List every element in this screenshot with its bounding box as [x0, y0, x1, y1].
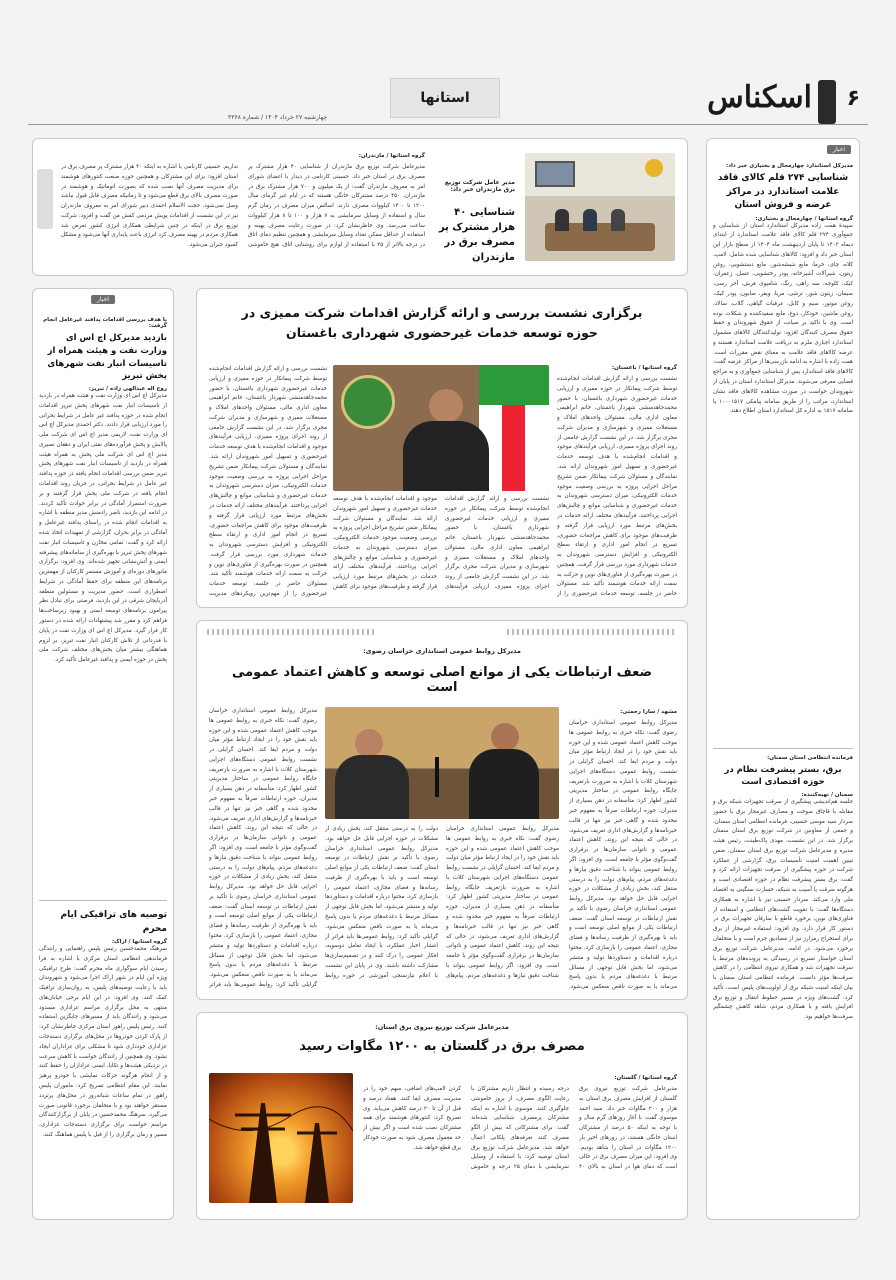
baghestan-byline: گروه استانها / باغستان:: [611, 365, 677, 371]
sidebar-sub-byline: سمنان / تهیه‌کننده:: [801, 792, 853, 798]
story-mazandaran: [32, 138, 688, 276]
story-golestan: [196, 1012, 688, 1220]
right-sidebar: [706, 138, 860, 1220]
mazandaran-byline: گروه استانها / مازندران:: [358, 153, 425, 159]
dotted-rule-right: [507, 629, 677, 635]
photo-person-1: [555, 209, 569, 231]
mazandaran-side-label: [37, 169, 53, 229]
sidebar-body: سپیدهٔ همت زاده مدیرکل استاندارد استان از شناسایی و جمع‌آوری ۲۷۴ قلم کالای فاقد علامت استاندارد از ابتدای دیماه ۱۴۰۳ تا پایان اردیبهشت ماه ۱۴۰۴ از سطح بازار این استان خبر داد و افزود: کالاهای شناسایی شده شامل: لامپ، کلاه، چای، خرما، مایع شیشه‌شور، مایع دستشویی، روغن زیتون، شیرآلات آشپزخانه، پودر رختشویی، عسل، زعفران، کیک، کلوچه، سه راهی، رنگ، شامپوی فرش، آجر رسی، سیمان، زیتون شور، ترشی، مربا، ویفر، صابون، پودر کیک، روغن موتور، سیم و کابل، عرقیات گیاهی، گلاب، سالاد، روغن ماشین، خودکار، دوغ، مایع سفیدکننده و شکلات بوده است. وی با تاکید بر صیانت از حقوق شهروندان و حفظ حقوق مصرف کنندگان افزود: تولیدکنندگان کالاهای مشمول استاندارد اجباری ملزم به دریافت علامت استاندارد هستند و عرضه کالاهای فاقد علامت به معنای نقض مقررات است. همت زاده با اشاره به ادامه بازرسی‌ها از مراکز عرضه گفت: کالاهای فاقد استاندارد پس از شناسایی جمع‌آوری و به مراجع قضایی معرفی می‌شوند. مدیرکل استاندارد استان در پایان از شهروندان خواست در صورت مشاهده کالاهای فاقد نشان استاندارد، مراتب را از طریق سامانه پیامکی ۱۰۰۰۱۵۱۷ یا سامانه ۱۵۱۷ به اداره کل استاندارد استان اطلاع دهند.: [713, 222, 853, 415]
left-sidebar-byline: روح اله عبدالهی زاده / تبریز:: [88, 386, 167, 392]
logo-side-strip: [818, 80, 836, 124]
golestan-kicker: مدیرعامل شرکت توزیع نیروی برق استان:: [375, 1023, 509, 1031]
sidebar-tag: اخبار: [827, 145, 851, 154]
left-sidebar-divider: [39, 900, 167, 901]
left-sidebar: [32, 288, 174, 1220]
official-suit-2: [469, 749, 539, 819]
municipality-emblem: [341, 375, 395, 429]
left-sidebar-tag: اخبار: [91, 295, 115, 304]
sidebar-sub-kicker: فرمانده انتظامی استان سمنان:: [767, 754, 853, 761]
masthead-rule: [28, 124, 868, 125]
khorasan-headline: ضعف ارتباطات یکی از موانع اصلی توسعه و کاهش اعتماد عمومی است: [231, 665, 653, 695]
speaker-face: [355, 729, 383, 757]
left-sidebar-kicker: با هدف بررسی اقدامات پدافند غیرعامل انجام گرفت:: [43, 317, 167, 329]
section-label: استانها: [390, 78, 500, 118]
khorasan-text-left: مدیرکل روابط عمومی استانداری خراسان رضوی گفت: نکاه خبری به روابط عمومی ها موجب کاهش اعتماد عمومی شده و این حوزه باید نقش خود را در ایجاد ارتباط مؤثر میان دولت و مردم ایفا کند. احسان گرایلی در نشست روابط عمومی دستگاه‌های اجرایی شهرستان کلات با اشاره به ضرورت بازتعریف جایگاه روابط عمومی در ساختار مدیریتی کشور اظهار کرد: متأسفانه در ذهن بسیاری از مدیران، حوزه ارتباطات صرفاً به مفهوم خبر مخدود شده و گاهی خبر نیز تنها در قالب خبرنامه‌ها و گزارش‌های اداری تعریف می‌شود، در حالی که نتیجه این روند، کاهش اعتماد عمومی و ناتوانی سازمان‌ها در برقراری گفت‌وگوی مؤثر با جامعه است. وی افزود: اگر روابط عمومی بتواند با شناخت دقیق نیازها و دغدغه‌های مردم، پیام‌های دولت را به درستی منتقل کند، بخش زیادی از مشکلات در حوزه اجرایی قابل حل خواهد بود. مدیرکل روابط عمومی استانداری خراسان رضوی با تأکید بر نقش ارتباطات در توسعه استان گفت: ضعف ارتباطات یکی از موانع اصلی توسعه است و باید با بهره‌گیری از ظرفیت رسانه‌ها و فضای مجازی، اعتماد عمومی را بازسازی کرد. محتوا درباره اقدامات و دستاوردها تولید و منتشر می‌شود، اما بخش قابل توجهی از مسائل مرتبط با دغدغه‌های مردم یا بدون پاسخ می‌ماند یا به صورت ناقص منعکس می‌شود. گرایلی تأکید کرد: روابط عمومی‌ها باید فراتر: [209, 708, 317, 988]
khorasan-body-bottom: [325, 825, 559, 991]
baghestan-text-left: نشست بررسی و ارائه گزارش اقدامات انجام‌شده توسط شرکت پیمانکار در حوزه ممیزی و ارزیابی خدمات غیرحضوری شهرداری باغستان، با حضور محمدجاهدمنشی شهردار باغستان، خانم ابراهیمی معاون اداری مالی، مسئولان واحدهای املاک و مستغلات ممیزی و شهرسازی و مدیران شرکت مجری برگزار شد. در این نشست گزارش جامعی از روند اجرای پروژه ممیزی، ارزیابی فرآیندهای موجود و اقدامات انجام‌شده با هدف توسعه خدمات غیرحضوری و تسهیل امور شهروندان ارائه شد. نمایندگان و مسئولان شرکت پیمانکار ضمن تشریح مراحل اجرایی پروژه به بررسی وضعیت موجود خدمات الکترونیکی، میزان دسترسی شهروندان به خدمات غیرحضوری و شناسایی موانع و چالش‌های اجرایی پرداختند. فرآیندهای مختلف ارائه خدمات در بخش‌های مرتبط مورد ارزیابی قرار گرفته و ظرفیت‌های موجود برای کاهش مراجعات حضوری، تسریع در انجام امور اداری و ارتقاء سطح الکترونیکی و افزایش دسترسی شهروندان به خدمات شهرداری مورد بررسی قرار گرفت. همچنین در صورت بهره‌گیری از فناوری‌های نوین و حرکت به سمت ارائه خدمات هوشمند تأکید شد. مسئولان حاضر در جلسه، توسعه خدمات غیرحضوری را از مهم‌ترین رویکردهای مدیریت: [209, 366, 327, 597]
khorasan-text-bottom: مدیرکل روابط عمومی استانداری خراسان رضوی گفت: نکاه خبری به روابط عمومی ها موجب کاهش اعتماد عمومی شده و این حوزه باید نقش خود را در ایجاد ارتباط مؤثر میان دولت و مردم ایفا کند. احسان گرایلی در نشست روابط عمومی دستگاه‌های اجرایی شهرستان کلات با اشاره به ضرورت بازتعریف جایگاه روابط عمومی در ساختار مدیریتی کشور اظهار کرد: متأسفانه در ذهن بسیاری از مدیران، حوزه ارتباطات صرفاً به مفهوم خبر مخدود شده و گاهی خبر نیز تنها در قالب خبرنامه‌ها و گزارش‌های اداری تعریف می‌شود، در حالی که نتیجه این روند، کاهش اعتماد عمومی و ناتوانی سازمان‌ها در برقراری گفت‌وگوی مؤثر با جامعه است. وی افزود: اگر روابط عمومی بتواند با شناخت دقیق نیازها و دغدغه‌های مردم، پیام‌های دولت را به درستی منتقل کند، بخش زیادی از مشکلات در حوزه اجرایی قابل حل خواهد بود. مدیرکل روابط عمومی استانداری خراسان رضوی با تأکید بر نقش ارتباطات در توسعه استان گفت: ضعف ارتباطات یکی از موانع اصلی توسعه است و باید با بهره‌گیری از ظرفیت رسانه‌ها و فضای مجازی، اعتماد عمومی را بازسازی کرد. محتوا درباره اقدامات و دستاوردها تولید و منتشر می‌شود، اما بخش قابل توجهی از مسائل مرتبط با دغدغه‌های مردم یا بدون پاسخ می‌ماند یا به صورت ناقص منعکس می‌شود. گرایلی تأکید کرد: روابط عمومی‌ها باید فراتر از انتشار اخبار عملکرد، با ایجاد تعامل دوسویه، افکار عمومی را درک کنند و در تصمیم‌سازی‌ها مشارکت داشته باشند. وی در پایان این نشست با اعلام نیازسنجی آموزشی در حوزه روابط: [325, 826, 559, 979]
page-number: ۶: [846, 86, 860, 111]
photo-emblem: [645, 159, 663, 177]
khorasan-body-left: [209, 707, 317, 991]
sidebar-sub-headline: برق، بستر پیشرفت نظام در حوزه اقتصادی است: [724, 764, 842, 788]
baghestan-body-right: [557, 375, 677, 597]
sidebar-byline: گروه استانها / چهارمحال و بختیاری:: [755, 215, 853, 222]
power-tower-photo: [209, 1073, 353, 1203]
golestan-byline: گروه استانها / گلستان:: [614, 1075, 677, 1081]
masthead: [28, 76, 868, 132]
baghestan-text-bottom: نشست بررسی و ارائه گزارش اقدامات انجام‌شده توسط شرکت پیمانکار در حوزه ممیزی و ارزیابی خدمات غیرحضوری شهرداری باغستان، با حضور محمدجاهدمنشی شهردار باغستان، خانم ابراهیمی معاون اداری مالی، مسئولان واحدهای املاک و مستغلات ممیزی و شهرسازی و مدیران شرکت مجری برگزار شد. در این نشست گزارش جامعی از روند اجرای پروژه ممیزی، ارزیابی فرآیندهای موجود و اقدامات انجام‌شده با هدف توسعه خدمات غیرحضوری و تسهیل امور شهروندان ارائه شد. نمایندگان و مسئولان شرکت پیمانکار ضمن تشریح مراحل اجرایی پروژه به بررسی وضعیت موجود خدمات الکترونیکی، میزان دسترسی شهروندان به خدمات غیرحضوری و شناسایی موانع و چالش‌های اجرایی پرداختند. فرآیندهای مختلف ارائه خدمات در بخش‌های مرتبط مورد ارزیابی قرار گرفته و ظرفیت‌های موجود برای کاهش: [333, 496, 549, 591]
khorasan-byline: مشهد / سارا رحمتی:: [620, 709, 677, 715]
mazandaran-body: مدیرعامل شرکت توزیع برق مازندران از شناسایی ۴۰ هزار مشترک پر مصرف برق در استان خبر داد. حسینی کارنامی در دیدار با اعضای شورای امر به معروف مازندران گفت: از یک میلیون و ۷۰۰ هزار مشترک برق در مازندران، ۴۵۰ درصد مشترکان خانگی هستند که در ایام غیر گرمای سال ۱۲۰۰ تا ۱۴۰۰ کیلووات مصرف دارند. اسالس میزان مصرف در زمان گرم سال و استفاده از وسایل سرمایشی به ۷ هزار و ۱۰۰ تا ۸ هزار کیلووات ساعت می‌رسد. وی خاطرنشان کرد: در صورت رعایت مصرف بهینه و استفاده از حداقل ممکن تعداد وسایل سرمایشی و همچنین تنظیم دمای اتاق در درجه بالاتر از ۲۵ با استفاده از لوازم برای روشنایی اتاق، هیچ خاموشی نداریم. حسینی کارنامی با اشاره به اینکه ۴۰ هزار مشترک پر مصرف برق در استان افزود: برای این مشترکان و همچنین حوزه صنعت کنتورهای هوشمند برای مدیریت مصرف آنها نصب شده که بصورت اتوماتیک و هوشمند در صورت مصرف بالای برق قطع می‌شود و تا زمانیکه مصرف قابل قبول نباشد وصل نمی‌شود. حجت الاسلام احمدی دبیر شورای امر به معروف مازندران نیز در این نشست از اقدامات پویش مردمی کفش من گفت و افزود: شرکت توزیع برق در اینکه در چنین شرایطی همکاری انرژی کشور تعرض شد همکاری مردم در بهینه مصرف کرد انرژی باعث پایداری آنها می‌شود و مشکل کمبود جبران می‌شود.: [61, 164, 425, 249]
left-sidebar-body: مدیرکل اچ اس ای وزارت نفت و هیئت همراه در بازدید از تاسیسات انبار نفت شهرهای پخش تبریز اقدامات انجام شده در حوزه پدافند غیر عامل در شرایط بحرانی را مورد ارزیابی قرار دادند. دکتر احمدی مدیرکل اچ اس ای وزارت نفت، لاریمی مدیر اچ اس ای شرکت ملی پالایش و پخش فرآورده‌های نفتی ایران و دهقان نصیری مدیر اچ اس ای شرکت ملی پخش به همراه هیئت همراه در بازدید از تاسیسات انبار نفت شهرهای پخش تبریز ضمن بررسی اقدامات انجام یافته در حوزه پدافند غیر عامل در شرایط بحرانی، در جریان روند اقدامات انجام یافته در شرکت ملی پخش قرار گرفتند و بر ضرورت استمرار آمادگی در برابر حوادث تأکید کردند. در ادامه این بازدید، ناصر رادمنش مدیر منطقه با اشاره به اقدامات انجام شده در راستای پدافند غیرعامل و آمادگی در برابر بحران، گزارشی از تمهیدات اتخاذ شده ارائه کرد و گفت: تمامی مخازن و تاسیسات انبار نفت شهرهای پخش تبریز با بهره‌گیری از سامانه‌های پیشرفته ایمنی و آتش‌نشانی تجهیز شده‌اند. وی افزود: برگزاری مانورهای دوره‌ای و آموزش مستمر کارکنان از مهمترین برنامه‌های این منطقه برای حفظ آمادگی در شرایط اضطراری است. حضور مدیریت و مسئولین منطقه آذربایجان شرقی در این بازدید، فرصتی برای تبادل نظر پیرامون برنامه‌های توسعه ایمنی و بهبود زیرساخت‌ها فراهم کرد و مقرر شد پیشنهادات ارائه شده در دستور کار قرار گیرد. مدیرکل اچ اس ای وزارت نفت در پایان با قدردانی از تلاش کارکنان انبار نفت تبریز، بر لزوم هماهنگی بیشتر میان بخش‌های مختلف شرکت ملی پخش در حوزه ایمنی و پدافند غیرعامل تأکید کرد.: [39, 393, 167, 664]
press-photo: [325, 707, 559, 819]
mazandaran-headline: شناسایی ۴۰ هزار مشترک پر مصرف برق در مازندران: [438, 207, 515, 263]
sidebar-divider: [713, 748, 853, 749]
baghestan-body-left: [209, 365, 327, 597]
golestan-body: مدیرعامل شرکت توزیع نیروی برق گلستان از افزایش مصرف برق استان به هزار و ۲۰۰ مگاوات خبر داد. سید احمد موسوی گفت: با آغاز روزهای گرم سال و با توجه به اینکه ۵۰ درصد از مشترکان استان خانگی هستند، در روزهای اخیر بار ۱۲۰۰ مگاوات در استان را شاهد بودیم. وی افزود: این میزان مصرف برق در حالی است که دمای هوا در استان به بالای ۴۰ درجه رسیده و انتظار داریم مشترکان با رعایت الگوی مصرف، از بروز خاموشی جلوگیری کنند. موسوی با اشاره به اینکه مشترکان پرمصرف شناسایی شده‌اند گفت: برای مشترکانی که بیش از الگو مصرف کنند تعرفه‌های پلکانی اعمال خواهد شد. مدیرعامل شرکت توزیع برق استان توصیه کرد: با استفاده از وسایل سرمایشی با دمای ۲۵ درجه و خاموش کردن لامپ‌های اضافی، سهم خود را در مدیریت مصرف ایفا کنند. هفتاد درصد و قبل از آن تا ۲۰ درصد کاهش می‌یابد. وی تصریح کرد: کنتورهای هوشمند برای همه مشترکان نصب شده است و اگر بیش از حد معمول مصرف شود به صورت خودکار برق قطع خواهد شد.: [363, 1086, 677, 1171]
baghestan-headline: برگزاری نشست بررسی و ارائه گزارش اقدامات شرکت ممیزی در حوزه توسعه خدمات غیرحضوری شهرداری باغستان: [241, 305, 643, 340]
dotted-rule-left: [207, 629, 377, 635]
flag-green: [479, 365, 549, 405]
left-sidebar-sub-body: سرهنگ محمدحسین رئیس پلیس راهنمایی و رانندگی فرماندهی انتظامی استان مرکزی با اشاره به فرا رسیدن ایام سوگواری ماه محرم گفت: طرح ترافیکی ویژه این ایام در شهر اراک اجرا می‌شود و شهروندان باید با رعایت توصیه‌های پلیس، به روان‌سازی ترافیک کمک کنند. وی افزود: در این ایام برخی خیابان‌های منتهی به محل برگزاری مراسم عزاداری مسدود می‌شود و رانندگان باید از مسیرهای جایگزین استفاده کنند. رئیس پلیس راهور استان مرکزی خاطرنشان کرد: از پارک کردن خودروها در محل‌های برگزاری دسته‌جات عزاداری خودداری شود تا مشکلی برای عزاداران ایجاد نشود. وی همچنین از رانندگان خواست با کاهش سرعت در نزدیکی هیئت‌ها و تکایا، ایمنی عزاداران را حفظ کنند و از انجام هرگونه حرکات نمایشی با خودرو پرهیز نمایند. این مقام انتظامی تصریح کرد: ماموران پلیس راهور در تمام ساعات شبانه‌روز در محل‌های پرتردد مستقر خواهند بود و با متخلفان برخورد قانونی صورت می‌گیرد. سرهنگ محمدحسین در پایان از برگزارکنندگان مراسم خواست برای برگزاری دسته‌جات عزاداری، مسیر و زمان برگزاری را از قبل با پلیس هماهنگ کنند.: [39, 946, 167, 1138]
photo-screen: [535, 161, 575, 187]
story-baghestan: [196, 288, 688, 608]
meeting-photo: [525, 153, 675, 261]
khorasan-body-right: [569, 719, 677, 991]
sidebar-kicker: مدیرکل استاندارد چهارمحال و بختیاری خبر داد:: [726, 163, 853, 169]
left-sidebar-sub-byline: گروه استانها / اراک:: [111, 939, 167, 945]
sidebar-headline: شناسایی ۲۷۴ قلم کالای فاقد علامت استاندارد در مراکز عرضه و فروش استان: [717, 173, 849, 210]
official-face-2: [491, 723, 519, 751]
issue-date: چهارشنبه ۲۷ خرداد ۱۴۰۴ / شماره ۳۳۶۸: [228, 114, 328, 121]
photo-person-2: [583, 209, 597, 231]
tower-silhouette: [209, 1073, 353, 1203]
story-khorasan: [196, 620, 688, 1000]
khorasan-kicker: مدیرکل روابط عمومی استانداری خراسان رضوی:: [363, 647, 521, 655]
sidebar-sub-body: جلسه هم‌اندیشی پیشگیری از سرقت تجهیزات شبکه برق و مقابله با قاچاق سوخت و مصارف غیرمجاز برق با حضور سردار سید موسی حسینی، فرمانده انتظامی استان سمنان، و جمعی از معاونین در شرکت توزیع برق استان سمنان برگزار شد. در این نشست، مهدی پاک‌طینت، رئیس هیئت مدیره و مدیرعامل شرکت توزیع برق استان سمنان، ضمن تبیین اهمیت امنیت تأسیسات برق، گزارشی از عملکرد شرکت در حوزه پیشگیری از سرقت تجهیزات ارائه کرد و گفت: برق بستر پیشرفت نظام در حوزه اقتصادی است و هرگونه سرقت یا آسیب به شبکه، خسارت سنگینی به اقتصاد ملی وارد می‌کند. سردار حسینی نیز با اشاره به همکاری دستگاه‌ها گفت: با تقویت گشت‌های انتظامی و استفاده از فناوری‌های نوین، برخورد قاطع با سارقان تجهیزات برق در دستور کار قرار دارد. وی افزود: استفاده غیرمجاز از برق برای استخراج رمزارز نیز از مصادیق جرم است و با متخلفان برخورد می‌شود. در ادامه، مدیرعامل شرکت توزیع برق استان خواستار تسریع در رسیدگی به پرونده‌های مرتبط با سرقت تجهیزات شد و همکاری نیروی انتظامی را در کاهش سرقت‌ها مؤثر دانست. فرمانده انتظامی استان سمنان با بیان اینکه امنیت شبکه برق از اولویت‌های پلیس است، تأکید کرد: گشت‌های ویژه در مسیر خطوط انتقال و توزیع برق افزایش یافته و با همکاری مردم، شاهد کاهش چشمگیر سرقت‌ها خواهیم بود.: [713, 799, 853, 1021]
photo-person-3: [611, 209, 625, 231]
baghestan-body-bottom: [333, 495, 549, 597]
official-face: [429, 389, 463, 423]
golestan-headline: مصرف برق در گلستان به ۱۲۰۰ مگاوات رسید: [299, 1039, 585, 1054]
official-photo: [333, 365, 549, 491]
logo: اسکناس: [707, 80, 812, 115]
speaker-suit: [335, 755, 409, 819]
left-sidebar-headline: بازدید مدیرکل اچ اس ای وزارت نفت و هیئت همراه از تاسیسات انبار نفت شهرهای پخش تبریز: [47, 333, 167, 382]
khorasan-text-right: مدیرکل روابط عمومی استانداری خراسان رضوی گفت: نکاه خبری به روابط عمومی ها موجب کاهش اعتماد عمومی شده و این حوزه باید نقش خود را در ایجاد ارتباط مؤثر میان دولت و مردم ایفا کند. احسان گرایلی در نشست روابط عمومی دستگاه‌های اجرایی شهرستان کلات با اشاره به ضرورت بازتعریف جایگاه روابط عمومی در ساختار مدیریتی کشور اظهار کرد: متأسفانه در ذهن بسیاری از مدیران، حوزه ارتباطات صرفاً به مفهوم خبر مخدود شده و گاهی خبر نیز تنها در قالب خبرنامه‌ها و گزارش‌های اداری تعریف می‌شود، در حالی که نتیجه این روند، کاهش اعتماد عمومی و ناتوانی سازمان‌ها در برقراری گفت‌وگوی مؤثر با جامعه است. وی افزود: اگر روابط عمومی بتواند با شناخت دقیق نیازها و دغدغه‌های مردم، پیام‌های دولت را به درستی منتقل کند، بخش زیادی از مشکلات در حوزه اجرایی قابل حل خواهد بود. مدیرکل روابط عمومی استانداری خراسان رضوی با تأکید بر نقش ارتباطات در توسعه استان گفت: ضعف ارتباطات یکی از موانع اصلی توسعه است و باید با بهره‌گیری از ظرفیت رسانه‌ها و فضای مجازی، اعتماد عمومی را بازسازی کرد. محتوا درباره اقدامات و دستاوردها تولید و منتشر می‌شود، اما بخش قابل توجهی از مسائل مرتبط با دغدغه‌های مردم یا بدون پاسخ می‌ماند یا به صورت ناقص منعکس می‌شود.: [569, 720, 677, 991]
microphone: [435, 757, 439, 797]
mazandaran-kicker: مدیر عامل شرکت توزیع برق مازندران خبر داد:: [444, 179, 515, 193]
left-sidebar-sub-headline: توصیه های ترافیکی ایام محرم: [60, 910, 167, 934]
official-suit: [403, 421, 489, 491]
baghestan-text-right: نشست بررسی و ارائه گزارش اقدامات انجام‌شده توسط شرکت پیمانکار در حوزه ممیزی و ارزیابی خدمات غیرحضوری شهرداری باغستان، با حضور محمدجاهدمنشی شهردار باغستان، خانم ابراهیمی معاون اداری مالی، مسئولان واحدهای املاک و مستغلات ممیزی و شهرسازی و مدیران شرکت مجری برگزار شد. در این نشست گزارش جامعی از روند اجرای پروژه ممیزی، ارزیابی فرآیندهای موجود و اقدامات انجام‌شده با هدف توسعه خدمات غیرحضوری و تسهیل امور شهروندان ارائه شد. نمایندگان و مسئولان شرکت پیمانکار ضمن تشریح مراحل اجرایی پروژه به بررسی وضعیت موجود خدمات الکترونیکی، میزان دسترسی شهروندان به خدمات غیرحضوری و شناسایی موانع و چالش‌های اجرایی پرداختند. فرآیندهای مختلف ارائه خدمات در بخش‌های مرتبط مورد ارزیابی قرار گرفته و ظرفیت‌های موجود برای کاهش مراجعات حضوری، تسریع در انجام امور اداری و ارتقاء سطح الکترونیکی و افزایش دسترسی شهروندان به خدمات شهرداری مورد بررسی قرار گرفت. همچنین در صورت بهره‌گیری از فناوری‌های نوین و حرکت به سمت ارائه خدمات هوشمند تأکید شد. مسئولان حاضر در جلسه، توسعه خدمات غیرحضوری را از: [557, 376, 677, 597]
